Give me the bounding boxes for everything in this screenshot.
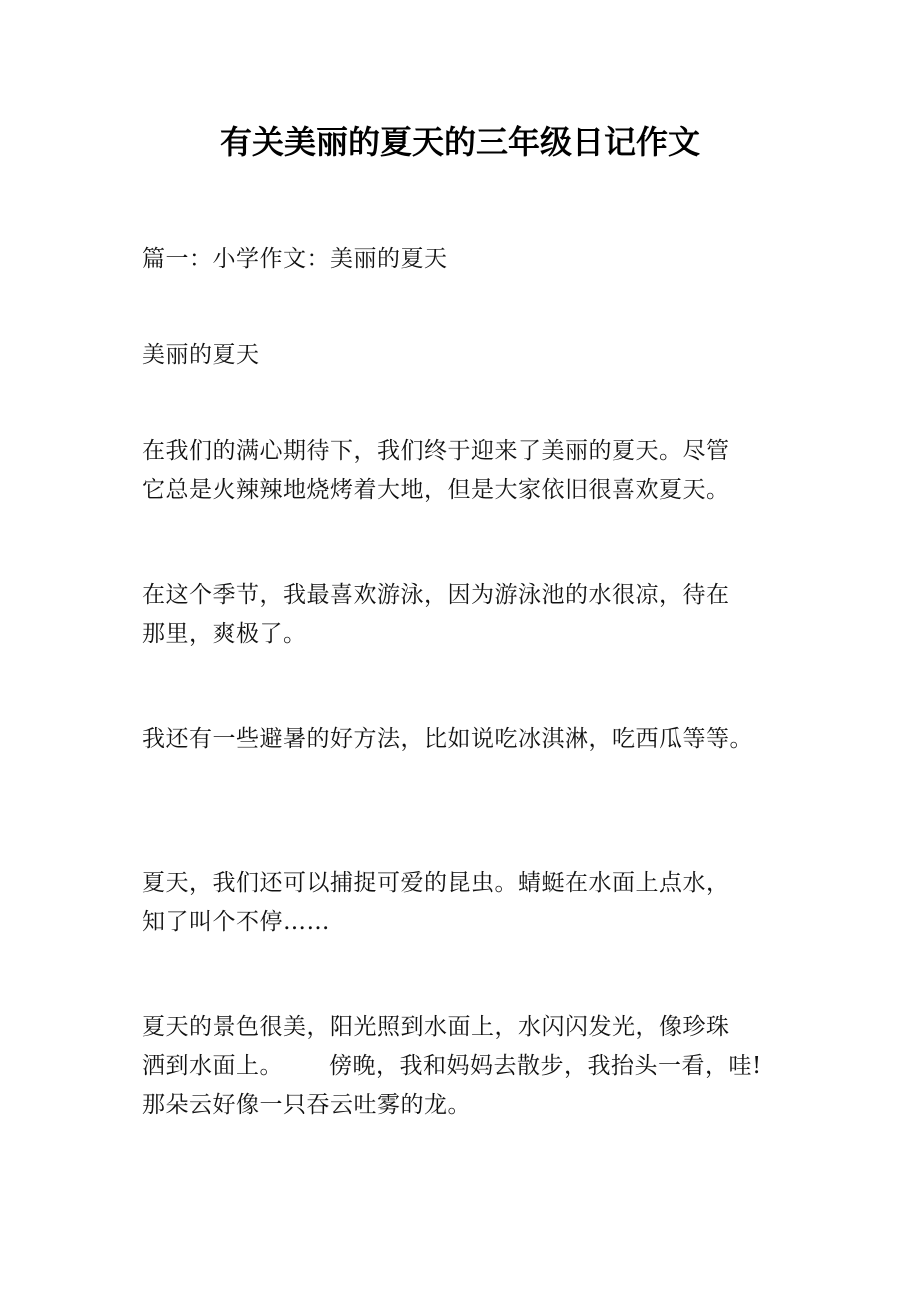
paragraph-line: 我还有一些避暑的好方法，比如说吃冰淇淋，吃西瓜等等。 [142, 726, 753, 752]
document-title: 有关美丽的夏天的三年级日记作文 [219, 123, 700, 161]
paragraph-line [142, 1047, 782, 1086]
paragraph-1 [142, 432, 782, 510]
paragraph-line: 那里，爽极了。 [142, 621, 307, 647]
section-heading: 篇一：小学作文：美丽的夏天 [142, 246, 448, 272]
paragraph-2 [142, 576, 782, 654]
paragraph-4 [142, 864, 782, 942]
paragraph-line: 知了叫个不停…… [142, 909, 330, 935]
paragraph-line: 夏天，我们还可以捕捉可爱的昆虫。蜻蜓在水面上点水， [142, 870, 730, 896]
paragraph-line: 在这个季节，我最喜欢游泳，因为游泳池的水很凉，待在 [142, 582, 730, 608]
subtitle: 美丽的夏天 [142, 342, 260, 368]
paragraph-line: 它总是火辣辣地烧烤着大地，但是大家依旧很喜欢夏天。 [142, 477, 730, 503]
paragraph-line: 在我们的满心期待下，我们终于迎来了美丽的夏天。尽管 [142, 438, 730, 464]
paragraph-segment: 傍晚，我和妈妈去散步，我抬头一看，哇! [329, 1053, 762, 1079]
paragraph-line: 夏天的景色很美，阳光照到水面上，水闪闪发光，像珍珠 [142, 1014, 730, 1040]
paragraph-line: 那朵云好像一只吞云吐雾的龙。 [142, 1092, 471, 1118]
paragraph-5 [142, 1008, 782, 1125]
paragraph-3 [142, 720, 782, 759]
paragraph-segment: 洒到水面上。 [142, 1053, 283, 1079]
